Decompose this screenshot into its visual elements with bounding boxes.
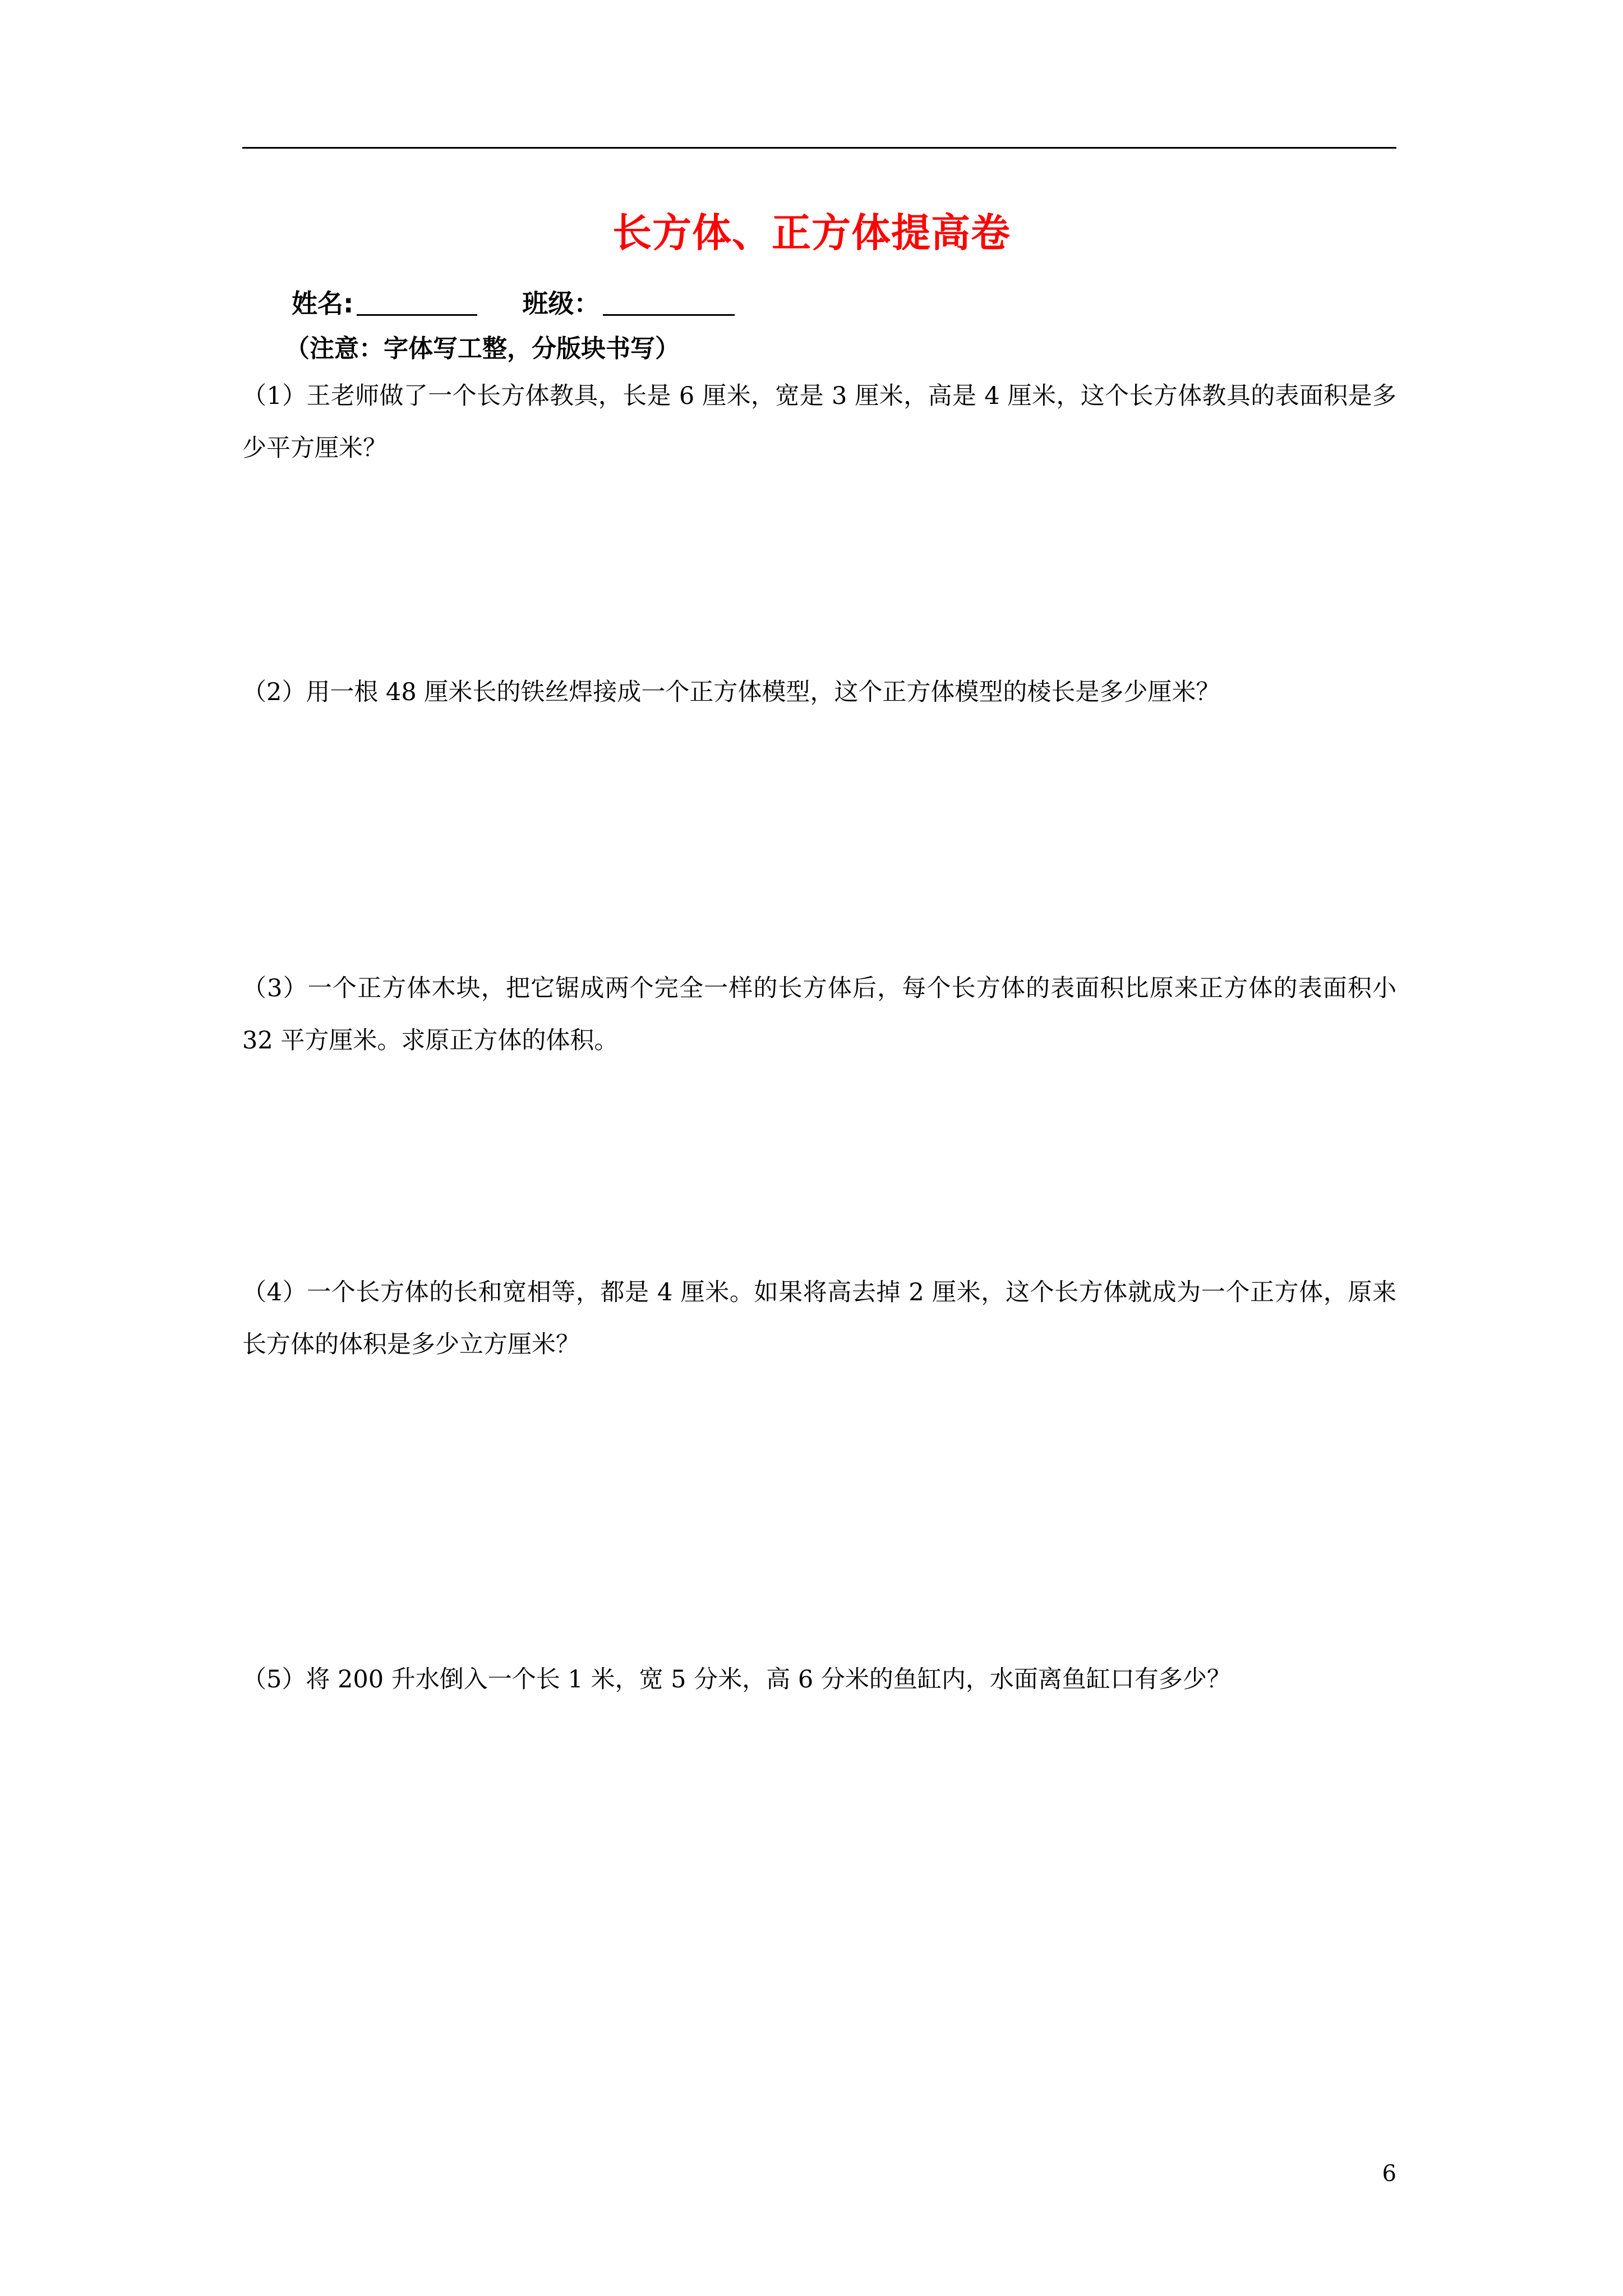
class-blank [603, 292, 735, 316]
header-rule [242, 147, 1396, 149]
class-label: 班级： [522, 288, 600, 319]
question-4: （4）一个长方体的长和宽相等，都是 4 厘米。如果将高去掉 2 厘米，这个长方体就成为一个正方体，原来长方体的体积是多少立方厘米？ [242, 1278, 1396, 1359]
question-3: （3）一个正方体木块，把它锯成两个完全一样的长方体后，每个长方体的表面积比原来正方体的表面积小 32 平方厘米。求原正方体的体积。 [242, 974, 1396, 1055]
question-1: （1）王老师做了一个长方体教具，长是 6 厘米，宽是 3 厘米，高是 4 厘米，这个长方体教具的表面积是多少平方厘米？ [242, 382, 1396, 462]
page-number: 6 [1382, 2161, 1396, 2187]
student-info-line [292, 288, 735, 319]
question-5: （5）将 200 升水倒入一个长 1 米，宽 5 分米，高 6 分米的鱼缸内，水面离鱼缸口有多少？ [242, 1665, 1231, 1694]
writing-notice: （注意：字体写工整，分版块书写） [285, 334, 680, 363]
page-title: 长方体、正方体提高卷 [612, 210, 1011, 256]
question-2: （2）用一根 48 厘米长的铁丝焊接成一个正方体模型，这个正方体模型的棱长是多少厘米？ [242, 678, 1220, 706]
name-blank [357, 292, 477, 316]
name-label: 姓名: [292, 288, 354, 319]
